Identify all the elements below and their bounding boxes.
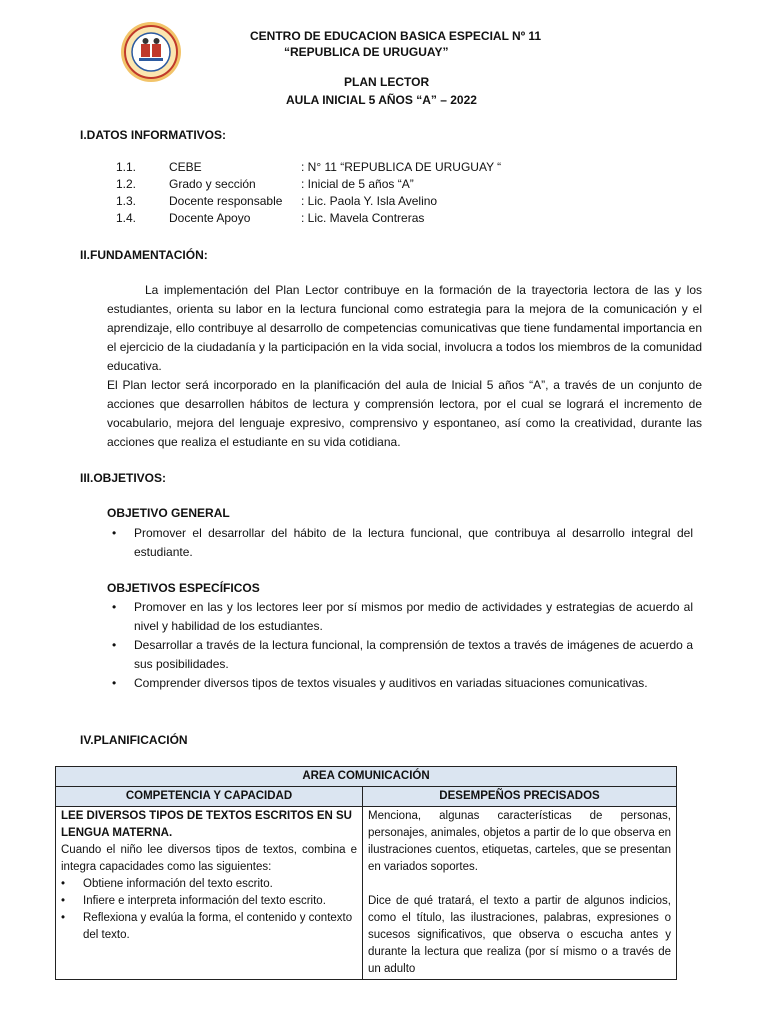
info-row-label: Docente Apoyo <box>169 211 251 225</box>
info-row-label: Docente responsable <box>169 194 283 208</box>
fundamentacion-text <box>107 281 702 452</box>
list-item: • Infiere e interpreta información del texto escrito. <box>61 893 357 910</box>
info-row-value: : N° 11 “REPUBLICA DE URUGUAY “ <box>301 160 502 174</box>
fundamentacion-paragraph-1: La implementación del Plan Lector contribuye en la formación de la trayectoria lectora de las y los estudiantes, orienta su labor en la lectura funcional como estrategia para la mejora de la comunicación y el aprendizaje, ello contribuye al desarrollo de competencias comunicativas que tiene fundamental importancia en el ejercicio de la ciudadanía y la participación en la vida social, involucra a todos los miembros de la comunidad educativa. <box>107 283 702 373</box>
table-column-header-competencia: COMPETENCIA Y CAPACIDAD <box>56 787 363 807</box>
school-name: “REPUBLICA DE URUGUAY” <box>284 45 449 59</box>
competencia-title: LEE DIVERSOS TIPOS DE TEXTOS ESCRITOS EN SU LENGUA MATERNA. <box>61 810 352 839</box>
objetivo-general-heading: OBJETIVO GENERAL <box>107 506 230 520</box>
desempenos-cell <box>363 807 677 980</box>
list-item: • Comprender diversos tipos de textos visuales y auditivos en variadas situaciones comunicativas. <box>112 674 693 693</box>
school-logo <box>121 22 181 82</box>
list-item: • Desarrollar a través de la lectura funcional, la comprensión de textos a través de imágenes de acuerdo a sus posibilidades. <box>112 638 693 671</box>
list-item: • Reflexiona y evalúa la forma, el contenido y contexto del texto. <box>61 912 353 941</box>
bullet-icon: • <box>112 600 117 614</box>
info-row-number: 1.1. <box>116 160 137 174</box>
desempeno-item: Dice de qué tratará, el texto a partir de algunos indicios, como el título, las ilustraciones, palabras, expresiones o sucesos significativos, que observa o escucha antes y durante la lectura que realiza (por sí mismo o a través de un adulto <box>368 895 671 975</box>
list-item: • Obtiene información del texto escrito. <box>61 876 357 893</box>
list-item: • Promover el desarrollar del hábito de la lectura funcional, que contribuya al desarrollo integral del estudiante. <box>112 526 693 559</box>
info-row-number: 1.3. <box>116 194 137 208</box>
table-row <box>56 807 677 980</box>
competencia-cell <box>56 807 363 980</box>
objetivos-especificos-list <box>112 598 693 693</box>
section-heading-objetivos: III.OBJETIVOS: <box>80 471 167 485</box>
bullet-icon: • <box>112 526 117 540</box>
bullet-icon: • <box>61 878 66 890</box>
info-row-value: : Lic. Paola Y. Isla Avelino <box>301 194 438 208</box>
section-heading-datos: I.DATOS INFORMATIVOS: <box>80 128 226 142</box>
table-area-header: AREA COMUNICACIÓN <box>56 767 677 787</box>
school-seal-icon <box>123 24 179 80</box>
info-row-label: Grado y sección <box>169 177 256 191</box>
info-row-label: CEBE <box>169 160 202 174</box>
info-row-value: : Inicial de 5 años “A” <box>301 177 414 191</box>
bullet-icon: • <box>112 676 117 690</box>
planificacion-table <box>55 766 677 980</box>
capacidades-list <box>61 876 357 944</box>
objetivos-especificos-heading: OBJETIVOS ESPECÍFICOS <box>107 581 260 595</box>
section-heading-fundamentacion: II.FUNDAMENTACIÓN: <box>80 248 208 262</box>
school-title: CENTRO DE EDUCACION BASICA ESPECIAL Nº 11 <box>250 29 542 43</box>
plan-subtitle: AULA INICIAL 5 AÑOS “A” – 2022 <box>286 93 477 107</box>
competencia-intro: Cuando el niño lee diversos tipos de textos, combina e integra capacidades como las siguientes: <box>61 844 357 873</box>
desempeno-item: Menciona, algunas características de personas, personajes, animales, objetos a partir de lo que observa en ilustraciones cuentos, etiquetas, carteles, que se presentan en variados soportes. <box>368 810 671 873</box>
info-row-number: 1.2. <box>116 177 137 191</box>
table-column-header-desempenos: DESEMPEÑOS PRECISADOS <box>363 787 677 807</box>
plan-title: PLAN LECTOR <box>344 75 430 89</box>
bullet-icon: • <box>61 895 66 907</box>
fundamentacion-paragraph-2: El Plan lector será incorporado en la planificación del aula de Inicial 5 años “A”, a través de un conjunto de acciones que desarrollen hábitos de lectura y comprensión lectora, por el cual se logrará el incremento de vocabulario, mejora del lenguaje expresivo, comprensivo y espontaneo, así como la creatividad, durante las acciones que realiza el estudiante en su vida cotidiana. <box>107 378 702 449</box>
bullet-icon: • <box>61 912 66 924</box>
section-heading-planificacion: IV.PLANIFICACIÓN <box>80 733 188 747</box>
info-row-number: 1.4. <box>116 211 137 225</box>
objetivo-general-list <box>112 524 693 562</box>
bullet-icon: • <box>112 638 117 652</box>
list-item: • Promover en las y los lectores leer por sí mismos por medio de actividades y estrategias de acuerdo al nivel y habilidad de los estudiantes. <box>112 600 693 633</box>
info-row-value: : Lic. Mavela Contreras <box>301 211 425 225</box>
